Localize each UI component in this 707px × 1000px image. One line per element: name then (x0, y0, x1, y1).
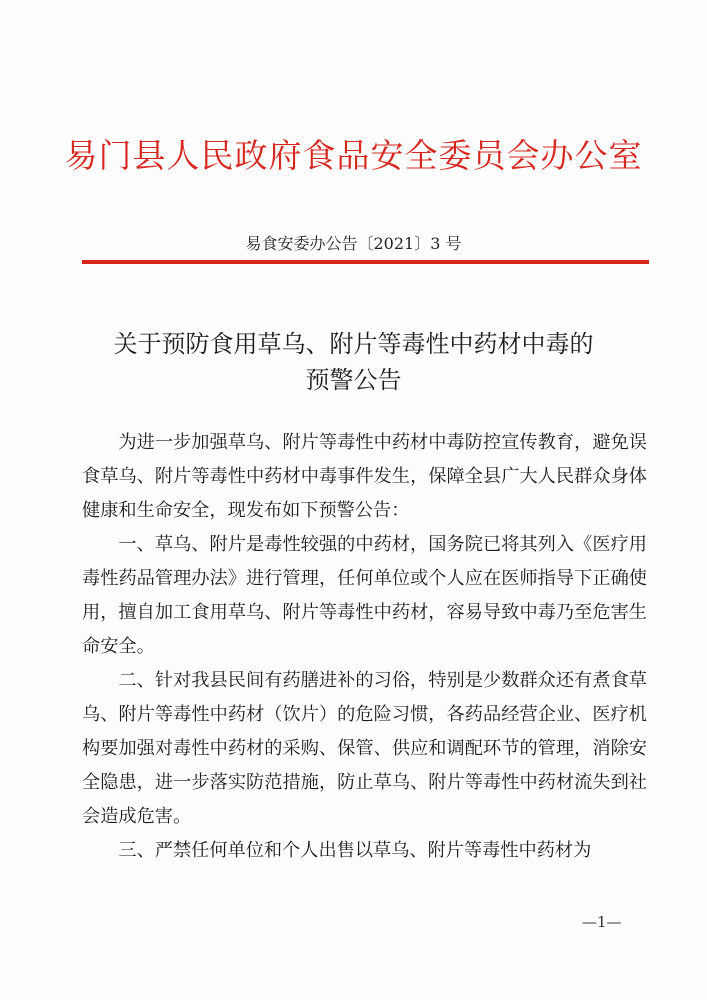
document-title (60, 326, 647, 398)
issuing-organization-header: 易门县人民政府食品安全委员会办公室 (64, 136, 643, 175)
document-body (82, 426, 647, 868)
red-separator-line (82, 260, 649, 264)
body-paragraph-3: 三、严禁任何单位和个人出售以草乌、附片等毒性中药材为 (118, 840, 592, 861)
page-number: —1— (582, 913, 622, 931)
document-number: 易食安委办公告〔2021〕3 号 (245, 234, 462, 253)
body-paragraph-1: 一、草乌、附片是毒性较强的中药材，国务院已将其列入《医疗用毒性药品管理办法》进行管理，任何单位或个人应在医师指导下正确使用，擅自加工食用草乌、附片等毒性中药材，容易导致中毒乃至危害生命安全。 (82, 534, 647, 657)
body-paragraph-2: 二、针对我县民间有药膳进补的习俗，特别是少数群众还有煮食草乌、附片等毒性中药材（饮片）的危险习惯，各药品经营企业、医疗机构要加强对毒性中药材的采购、保管、供应和调配环节的管理，消除安全隐患，进一步落实防范措施，防止草乌、附片等毒性中药材流失到社会造成危害。 (82, 670, 647, 827)
body-paragraph-intro: 为进一步加强草乌、附片等毒性中药材中毒防控宣传教育，避免误食草乌、附片等毒性中药材中毒事件发生，保障全县广大人民群众身体健康和生命安全，现发布如下预警公告： (82, 432, 647, 521)
title-line-1: 关于预防食用草乌、附片等毒性中药材中毒的 (113, 330, 594, 358)
title-line-2: 预警公告 (305, 366, 402, 394)
